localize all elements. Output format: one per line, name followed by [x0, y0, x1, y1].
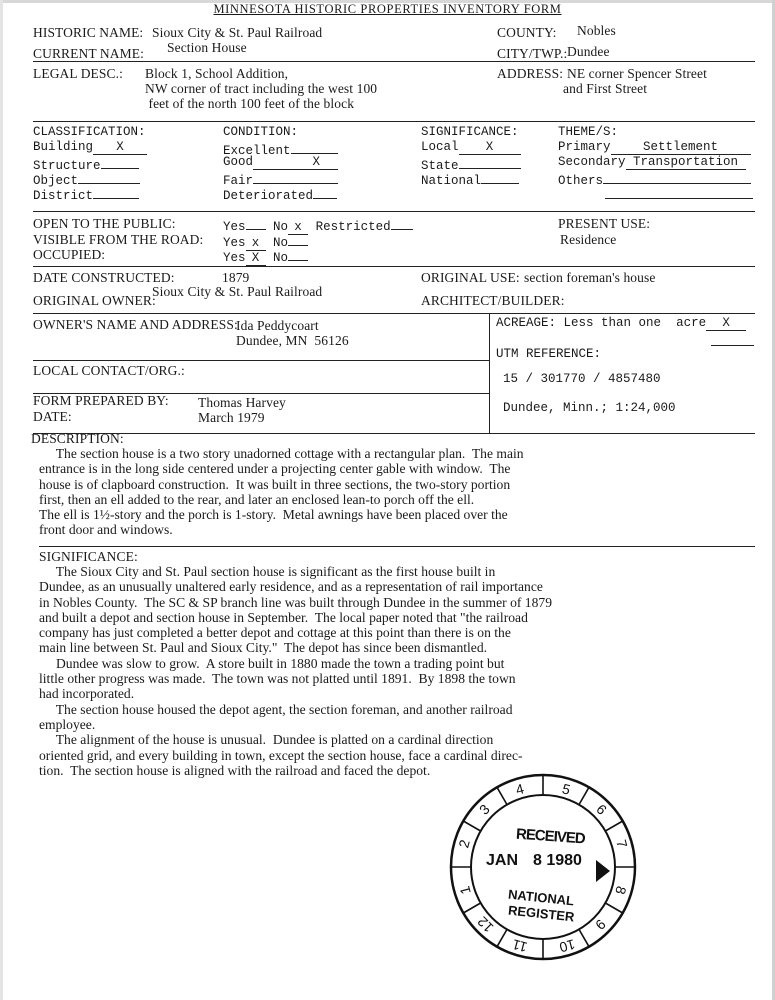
open-public-options: Yes No x Restricted — [223, 216, 413, 235]
svg-text:4: 4 — [513, 780, 526, 798]
received-stamp — [448, 772, 638, 962]
open-yes-checkbox[interactable] — [246, 216, 266, 230]
stamp-national: NATIONAL — [507, 886, 575, 909]
svg-text:6: 6 — [593, 800, 611, 818]
owner-address: Dundee, MN 56126 — [236, 333, 349, 348]
historic-name-label: HISTORIC NAME: — [33, 25, 144, 40]
date-constructed-value: 1879 — [222, 270, 250, 285]
county-value: Nobles — [577, 23, 616, 38]
svg-text:10: 10 — [557, 936, 577, 956]
legal-desc-label: LEGAL DESC.: — [33, 66, 123, 81]
stamp-month: JAN — [486, 852, 519, 869]
prepared-by-value: Thomas Harvey — [198, 395, 286, 410]
address-label: ADDRESS: — [497, 66, 564, 81]
form-title: MINNESOTA HISTORIC PROPERTIES INVENTORY FORM — [213, 2, 562, 16]
svg-text:11: 11 — [510, 936, 529, 956]
condition-excellent: Excellent — [223, 140, 338, 159]
classification-building: Building X — [33, 140, 147, 155]
visible-road-label: VISIBLE FROM THE ROAD: — [33, 232, 204, 247]
occupied-label: OCCUPIED: — [33, 247, 106, 262]
district-checkbox[interactable] — [93, 185, 139, 199]
themes-label: THEME/S: — [558, 125, 619, 139]
divider-header — [33, 61, 755, 62]
current-name-label: CURRENT NAME: — [33, 46, 144, 61]
historic-name-value: Sioux City & St. Paul Railroad — [152, 25, 323, 40]
stamp-day-year: 8 1980 — [533, 852, 582, 869]
original-owner-label: ORIGINAL OWNER: — [33, 293, 156, 308]
prepared-date-value: March 1979 — [198, 410, 265, 425]
secondary-theme-field[interactable]: Transportation — [626, 156, 746, 170]
significance-state: State — [421, 155, 521, 174]
present-use-label: PRESENT USE: — [558, 216, 651, 231]
condition-fair: Fair — [223, 170, 338, 189]
local-checkbox[interactable]: X — [459, 141, 521, 155]
city-value: Dundee — [567, 44, 610, 59]
object-checkbox[interactable] — [78, 170, 140, 184]
significance-national: National — [421, 170, 519, 189]
significance-body: The Sioux City and St. Paul section house is significant as the first house built in Dundee, as an unusually unaltered early residence, and as a representation of rail importance in Nobles County. The SC & SP branch line was built through Dundee in the summer of 1879 and built a depot and section house in September. The local paper noted that "the railroad company has just completed a better depot and cottage at this point than there is on the main line between St. Paul and Sioux City." The depot has since been dismantled. Dundee was slow to grow. A store built in 1880 made the town a trading point but little other progress was made. The town was not platted until 1891. By 1898 the town had incorporated. The section house housed the depot agent, the section foreman, and another railroad employee. The alignment of the house is unusual. Dundee is platted on a cardinal direction oriented grid, and every building in town, except the section house, face a cardinal direc- tion. The section house is aligned with the railroad and faced the depot. — [39, 564, 552, 778]
scan-edge-left — [0, 0, 3, 1000]
visible-yes-checkbox[interactable]: x — [246, 237, 266, 251]
address-line1: NE corner Spencer Street — [567, 66, 707, 81]
divider-vertical-acreage — [489, 313, 490, 433]
svg-text:1: 1 — [456, 884, 474, 897]
significance-local: Local X — [421, 140, 521, 155]
description-body: The section house is a two story unadorned cottage with a rectangular plan. The main entrance is in the long side centered under a projecting center gable with window. The house is of clapboard construction. It was built in three sections, the two-story portion first, then an ell added to the rear, and later an enclosed lean-to porch off the ell. The ell is 1½-story and the porch is 1-story. Metal awnings have been placed over the front door and windows. — [39, 446, 524, 538]
visible-no-checkbox[interactable] — [288, 232, 308, 246]
open-public-label: OPEN TO THE PUBLIC: — [33, 216, 176, 231]
divider-construction — [33, 313, 755, 314]
divider-classification — [33, 211, 755, 212]
condition-good: Good X — [223, 155, 338, 170]
utm-value: 15 / 301770 / 4857480 — [503, 372, 661, 386]
stamp-received: RECEIVED — [515, 825, 586, 848]
divider-owner-block — [33, 433, 755, 434]
svg-text:12: 12 — [474, 913, 497, 936]
legal-desc-line3: feet of the north 100 feet of the block — [145, 96, 355, 111]
classification-structure: Structure — [33, 155, 139, 174]
local-contact-label: LOCAL CONTACT/ORG.: — [33, 363, 185, 378]
owner-label: OWNER'S NAME AND ADDRESS: — [33, 317, 238, 332]
historic-name-value-line2: Section House — [167, 40, 247, 55]
others-theme-field[interactable] — [603, 170, 751, 184]
prepared-by-label: FORM PREPARED BY: — [33, 393, 169, 408]
description-label: DESCRIPTION: — [31, 431, 124, 446]
open-no-checkbox[interactable]: x — [288, 221, 308, 235]
utm-quad: Dundee, Minn.; 1:24,000 — [503, 401, 676, 415]
classification-object: Object — [33, 170, 140, 189]
excellent-checkbox[interactable] — [291, 140, 338, 154]
others-theme-extra-line — [605, 198, 753, 199]
divider-owner — [33, 360, 489, 361]
original-use-value: section foreman's house — [524, 270, 656, 285]
acre-checkbox[interactable]: X — [706, 317, 746, 331]
fair-checkbox[interactable] — [253, 170, 338, 184]
acreage-extra-line — [711, 345, 754, 346]
visible-road-options: Yes x No — [223, 232, 308, 251]
legal-desc-line2: NW corner of tract including the west 100 — [145, 81, 378, 96]
significance-label: SIGNIFICANCE: — [39, 549, 138, 564]
svg-text:2: 2 — [455, 837, 473, 850]
occupied-no-checkbox[interactable] — [288, 247, 308, 261]
original-owner-value: Sioux City & St. Paul Railroad — [152, 284, 323, 299]
condition-deteriorated: Deteriorated — [223, 185, 337, 204]
national-checkbox[interactable] — [481, 170, 519, 184]
building-checkbox[interactable]: X — [93, 141, 147, 155]
condition-label: CONDITION: — [223, 125, 299, 139]
theme-others: Others — [558, 170, 751, 189]
svg-text:8: 8 — [612, 884, 630, 897]
theme-primary: Primary Settlement — [558, 140, 751, 155]
classification-district: District — [33, 185, 139, 204]
utm-label: UTM REFERENCE: — [496, 347, 602, 361]
present-use-value: Residence — [560, 232, 617, 247]
good-checkbox[interactable]: X — [253, 156, 338, 170]
stamp-register: REGISTER — [507, 902, 576, 925]
occupied-options: Yes X No — [223, 247, 308, 266]
architect-label: ARCHITECT/BUILDER: — [421, 293, 565, 308]
county-label: COUNTY: — [497, 25, 557, 40]
prepared-date-label: DATE: — [33, 409, 72, 424]
owner-name: Ida Peddycoart — [236, 318, 319, 333]
original-use-label: ORIGINAL USE: — [421, 270, 520, 285]
occupied-yes-checkbox[interactable]: X — [246, 252, 266, 266]
deteriorated-checkbox[interactable] — [313, 185, 337, 199]
date-constructed-label: DATE CONSTRUCTED: — [33, 270, 175, 285]
significance-level-label: SIGNIFICANCE: — [421, 125, 519, 139]
legal-desc-line1: Block 1, School Addition, — [145, 66, 289, 81]
theme-secondary: Secondary Transportation — [558, 155, 746, 170]
stamp-arrow-icon — [596, 860, 610, 882]
divider-description — [39, 546, 755, 547]
svg-text:9: 9 — [592, 916, 610, 934]
open-restricted-checkbox[interactable] — [391, 216, 413, 230]
svg-text:7: 7 — [613, 837, 631, 850]
structure-checkbox[interactable] — [101, 155, 139, 169]
state-checkbox[interactable] — [459, 155, 521, 169]
divider-access — [33, 266, 755, 267]
primary-theme-field[interactable]: Settlement — [611, 141, 751, 155]
classification-label: CLASSIFICATION: — [33, 125, 146, 139]
divider-legal — [33, 121, 755, 122]
address-line2: and First Street — [563, 81, 648, 96]
svg-text:3: 3 — [475, 800, 493, 818]
city-label: CITY/TWP.: — [497, 46, 568, 61]
svg-text:5: 5 — [560, 780, 573, 798]
acreage-row: ACREAGE: Less than one acre X — [496, 316, 746, 331]
